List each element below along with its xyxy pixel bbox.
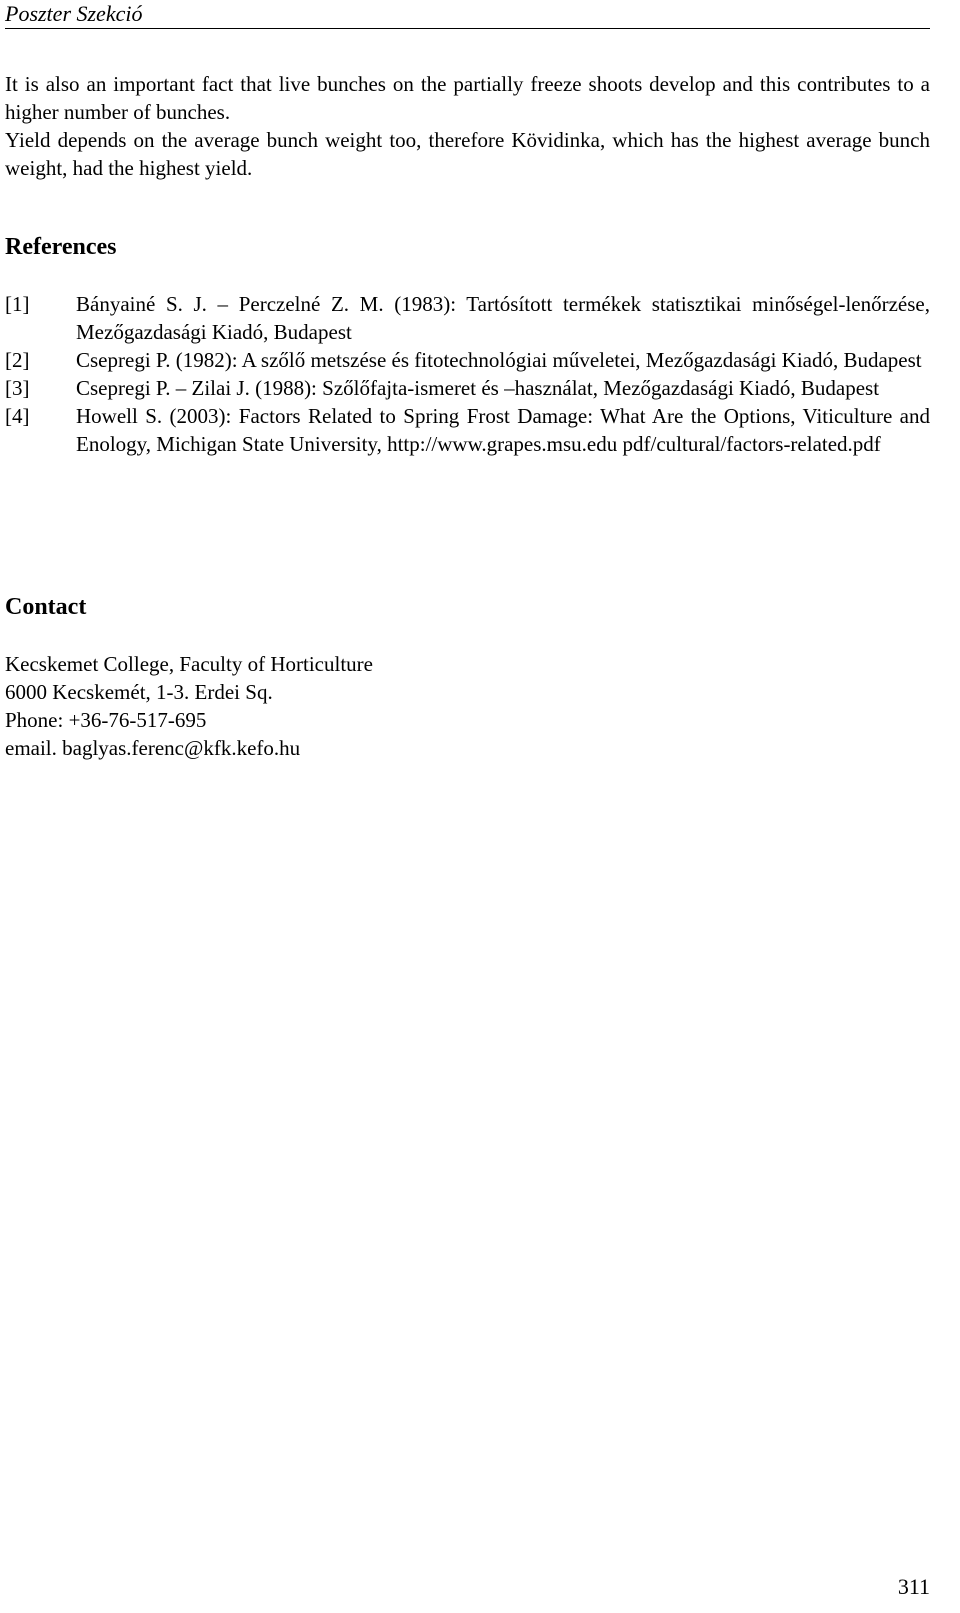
contact-email: email. baglyas.ferenc@kfk.kefo.hu: [5, 736, 301, 760]
references-heading: References: [5, 234, 117, 260]
running-header: Poszter Szekció: [5, 0, 930, 29]
intro-paragraph: Yield depends on the average bunch weight too, therefore Kövidinka, which has the highest average bunch weight, had the highest yield.: [5, 128, 930, 180]
reference-number: [1]: [5, 292, 30, 316]
reference-list: [5, 290, 930, 458]
contact-address: 6000 Kecskemét, 1-3. Erdei Sq.: [5, 680, 273, 704]
reference-number: [3]: [5, 376, 30, 400]
page-number: 311: [897, 1574, 930, 1599]
reference-item: [5, 402, 930, 458]
contact-institution: Kecskemet College, Faculty of Horticulture: [5, 652, 373, 676]
intro-text: [5, 70, 930, 182]
reference-text: Bányainé S. J. – Perczelné Z. M. (1983): Tartósított termékek statisztikai minőségel-lenőrzése, Mezőgazdasági Kiadó, Budapest: [76, 292, 930, 344]
reference-number: [2]: [5, 348, 30, 372]
reference-text: Csepregi P. (1982): A szőlő metszése és fitotechnológiai műveletei, Mezőgazdasági Kiadó, Budapest: [76, 348, 922, 372]
reference-number: [4]: [5, 404, 30, 428]
contact-heading: Contact: [5, 594, 87, 620]
intro-paragraph: It is also an important fact that live bunches on the partially freeze shoots develop and this contributes to a higher number of bunches.: [5, 72, 930, 124]
reference-text: Howell S. (2003): Factors Related to Spring Frost Damage: What Are the Options, Viticulture and Enology, Michigan State University, http://www.grapes.msu.edu pdf/cultural/factors-related.pdf: [76, 404, 930, 456]
contact-block: [5, 650, 373, 762]
reference-item: [5, 346, 930, 374]
contact-phone: Phone: +36-76-517-695: [5, 708, 207, 732]
reference-item: [5, 374, 930, 402]
reference-item: [5, 290, 930, 346]
reference-text: Csepregi P. – Zilai J. (1988): Szőlőfajta-ismeret és –használat, Mezőgazdasági Kiadó, Budapest: [76, 376, 880, 400]
